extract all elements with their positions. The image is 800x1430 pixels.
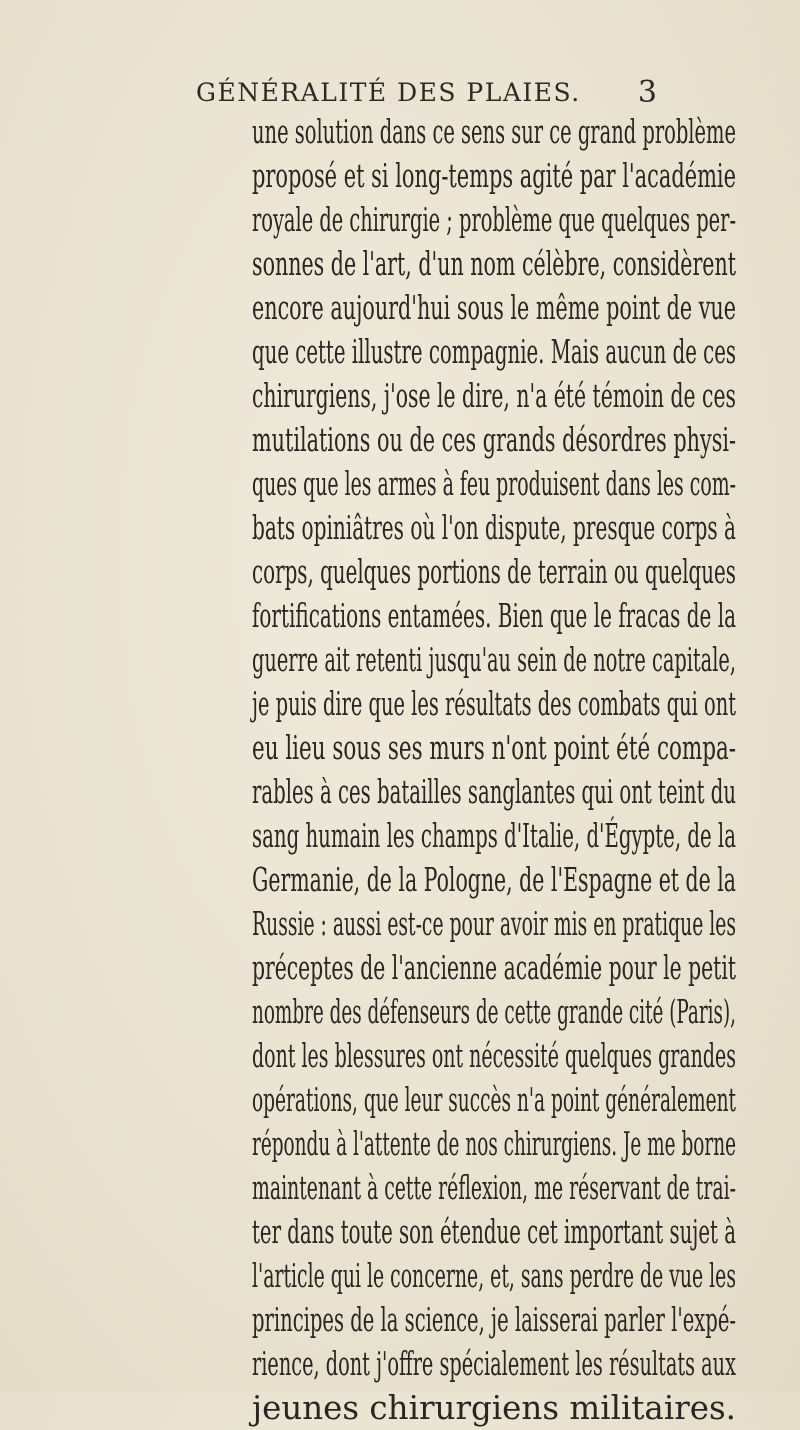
text-line bbox=[252, 990, 736, 1034]
line-text: répondu à l'attente de nos chirurgiens. Je me borne bbox=[252, 1124, 736, 1163]
text-line bbox=[252, 154, 736, 198]
text-line bbox=[252, 1342, 736, 1386]
line-text: mutilations ou de ces grands désordres physi- bbox=[252, 420, 736, 459]
running-head bbox=[196, 72, 658, 112]
text-line bbox=[252, 374, 736, 418]
text-line bbox=[252, 1298, 736, 1342]
text-line bbox=[252, 242, 736, 286]
text-line bbox=[252, 1386, 736, 1430]
line-text: royale de chirurgie ; problème que quelques per- bbox=[252, 200, 736, 239]
line-text: maintenant à cette réflexion, me réservant de trai- bbox=[252, 1168, 736, 1207]
line-text: fortifications entamées. Bien que le fracas de la bbox=[252, 596, 736, 635]
page-number: 3 bbox=[637, 74, 658, 110]
text-line bbox=[252, 638, 736, 682]
line-text: jeunes chirurgiens militaires. bbox=[252, 1388, 736, 1427]
text-line bbox=[252, 462, 736, 506]
line-text: eu lieu sous ses murs n'ont point été compa- bbox=[252, 728, 736, 767]
line-text: ques que les armes à feu produisent dans les com- bbox=[252, 464, 736, 503]
line-text: sang humain les champs d'Italie, d'Égypte, de la bbox=[252, 816, 736, 855]
text-line bbox=[252, 858, 736, 902]
text-line bbox=[252, 506, 736, 550]
line-text: sonnes de l'art, d'un nom célèbre, considèrent bbox=[252, 244, 736, 283]
text-line bbox=[252, 198, 736, 242]
text-line bbox=[252, 1034, 736, 1078]
line-text: rables à ces batailles sanglantes qui ont teint du bbox=[252, 772, 736, 811]
line-text: encore aujourd'hui sous le même point de vue bbox=[252, 288, 736, 327]
line-text: l'article qui le concerne, et, sans perdre de vue les bbox=[252, 1256, 736, 1295]
text-line bbox=[252, 286, 736, 330]
line-text: nombre des défenseurs de cette grande cité (Paris), bbox=[252, 992, 736, 1031]
text-line bbox=[252, 946, 736, 990]
text-line bbox=[252, 1122, 736, 1166]
line-text: Russie : aussi est-ce pour avoir mis en pratique les bbox=[252, 904, 736, 943]
text-line bbox=[252, 726, 736, 770]
line-text: que cette illustre compagnie. Mais aucun de ces bbox=[252, 332, 736, 371]
line-text: opérations, que leur succès n'a point généralement bbox=[252, 1080, 736, 1119]
line-text: corps, quelques portions de terrain ou quelques bbox=[252, 552, 736, 591]
text-line bbox=[252, 550, 736, 594]
text-line bbox=[252, 682, 736, 726]
line-text: rience, dont j'offre spécialement les résultats aux bbox=[252, 1344, 736, 1383]
line-text: guerre ait retenti jusqu'au sein de notre capitale, bbox=[252, 640, 736, 679]
text-line bbox=[252, 418, 736, 462]
line-text: principes de la science, je laisserai parler l'expé- bbox=[252, 1300, 736, 1339]
line-text: préceptes de l'ancienne académie pour le petit bbox=[252, 948, 736, 987]
text-line bbox=[252, 1078, 736, 1122]
line-text: ter dans toute son étendue cet important sujet à bbox=[252, 1212, 736, 1251]
text-line bbox=[252, 110, 736, 154]
line-text: dont les blessures ont nécessité quelques grandes bbox=[252, 1036, 736, 1075]
line-text: chirurgiens, j'ose le dire, n'a été témoin de ces bbox=[252, 376, 736, 415]
line-text: bats opiniâtres où l'on dispute, presque corps à bbox=[252, 508, 736, 547]
line-text: je puis dire que les résultats des combats qui ont bbox=[252, 684, 736, 723]
line-text: une solution dans ce sens sur ce grand problème bbox=[252, 112, 736, 151]
text-line bbox=[252, 594, 736, 638]
text-line bbox=[252, 1254, 736, 1298]
text-line bbox=[252, 814, 736, 858]
line-text: proposé et si long-temps agité par l'académie bbox=[252, 156, 736, 195]
text-line bbox=[252, 1210, 736, 1254]
text-line bbox=[252, 770, 736, 814]
text-line bbox=[252, 330, 736, 374]
chapter-title: GÉNÉRALITÉ DES PLAIES. bbox=[196, 77, 581, 107]
text-line bbox=[252, 902, 736, 946]
text-line bbox=[252, 1166, 736, 1210]
line-text: Germanie, de la Pologne, de l'Espagne et de la bbox=[252, 860, 736, 899]
